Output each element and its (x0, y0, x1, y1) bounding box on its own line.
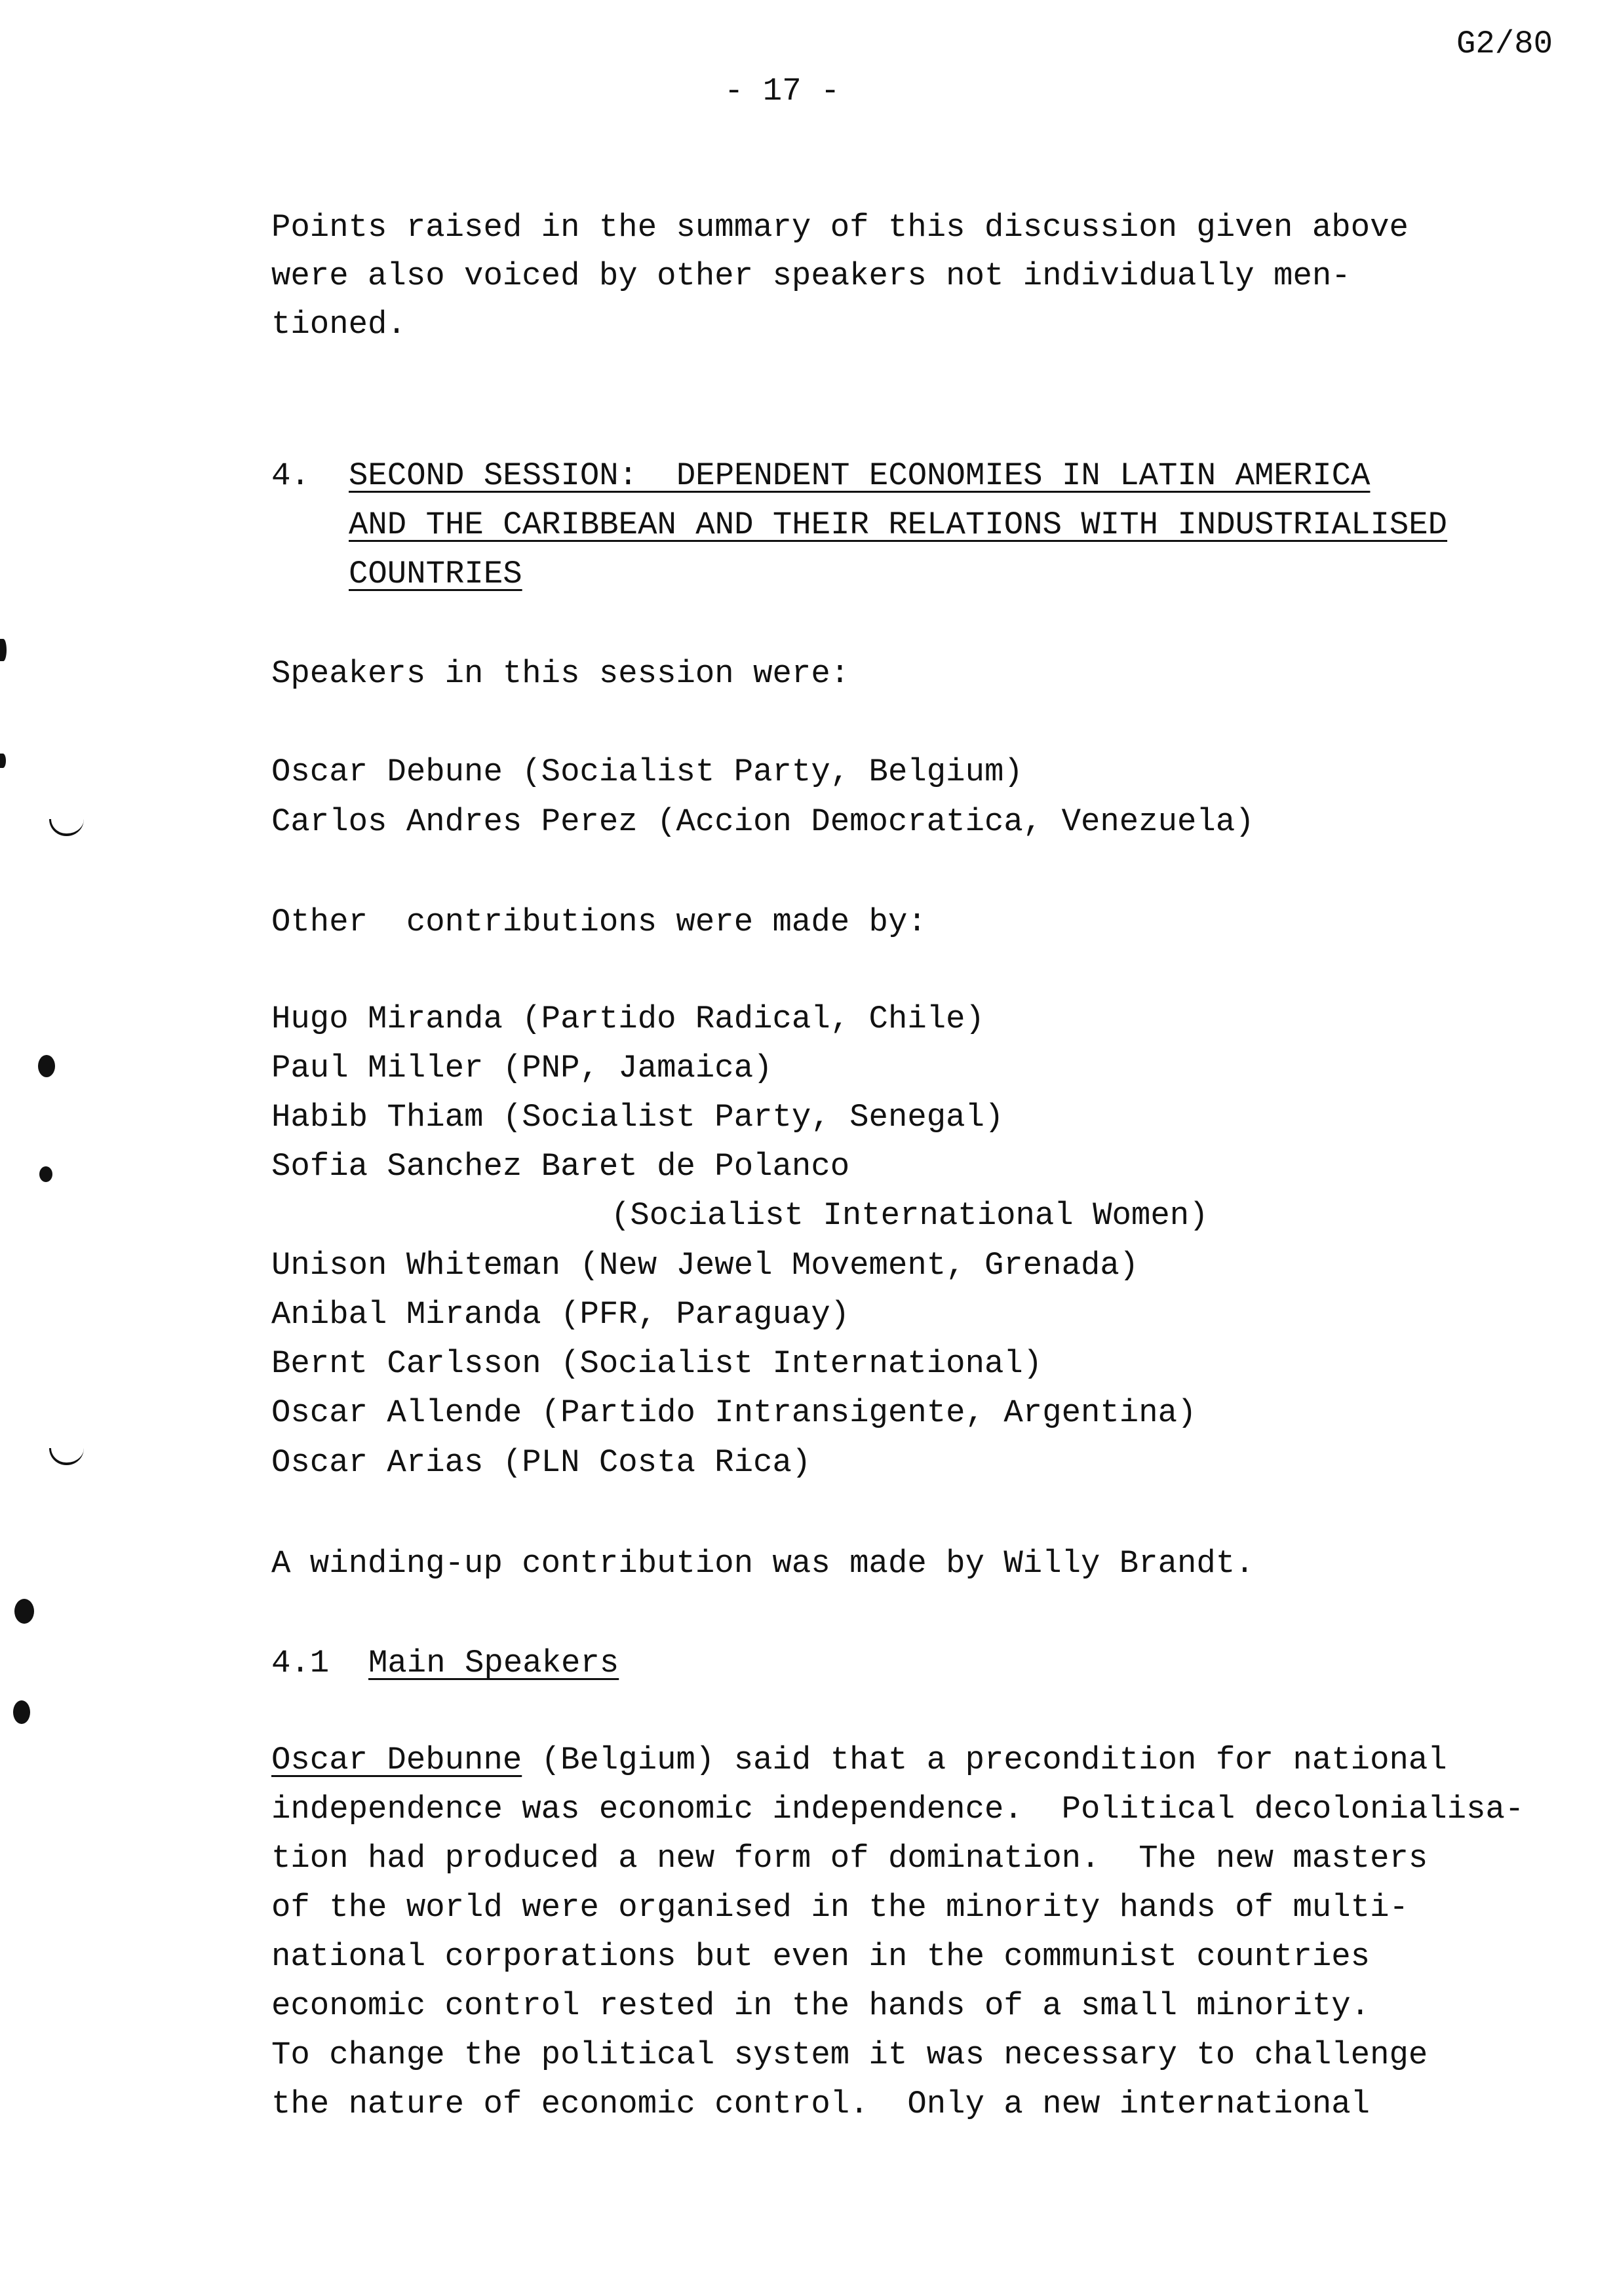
contributor-item: Anibal Miranda (PFR, Paraguay) (271, 1296, 850, 1333)
contributor-item: Unison Whiteman (New Jewel Movement, Grenada) (271, 1247, 1139, 1284)
scan-mark (49, 819, 84, 836)
body-text: (Belgium) said that a precondition for national (522, 1742, 1447, 1778)
contributor-item: Oscar Arias (PLN Costa Rica) (271, 1444, 811, 1481)
body-line: independence was economic independence. Political decolonialisa- (271, 1791, 1525, 1827)
contributor-item: Oscar Allende (Partido Intransigente, Argentina) (271, 1394, 1197, 1431)
punch-hole-mark (39, 1166, 52, 1182)
contributor-item: Habib Thiam (Socialist Party, Senegal) (271, 1099, 1004, 1136)
speaker-name: Oscar Debunne (271, 1742, 522, 1778)
speaker-item: Oscar Debune (Socialist Party, Belgium) (271, 754, 1023, 790)
section-title: SECOND SESSION: DEPENDENT ECONOMIES IN LATIN AMERICA (349, 457, 1371, 494)
page-number: - 17 - (724, 73, 840, 109)
subsection-title: Main Speakers (368, 1645, 619, 1681)
section-title: COUNTRIES (349, 556, 522, 592)
body-line: the nature of economic control. Only a new international (271, 2086, 1371, 2122)
punch-hole-mark (14, 1599, 34, 1624)
body-line: national corporations but even in the communist countries (271, 1938, 1371, 1975)
others-intro: Other contributions were made by: (271, 904, 927, 940)
intro-line: tioned. (271, 306, 406, 343)
intro-line: were also voiced by other speakers not individually men- (271, 258, 1351, 294)
contributor-item: (Socialist International Women) (611, 1197, 1209, 1234)
punch-hole-mark (38, 1055, 55, 1077)
scan-mark (49, 1448, 84, 1465)
speaker-item: Carlos Andres Perez (Accion Democratica, Venezuela) (271, 803, 1255, 840)
section-number: 4. (271, 457, 310, 494)
contributor-item: Hugo Miranda (Partido Radical, Chile) (271, 1001, 984, 1037)
winding-up-note: A winding-up contribution was made by Willy Brandt. (271, 1545, 1255, 1582)
subsection-number: 4.1 (271, 1645, 330, 1681)
body-line: tion had produced a new form of domination. The new masters (271, 1840, 1428, 1877)
body-line: of the world were organised in the minority hands of multi- (271, 1889, 1409, 1926)
document-reference: G2/80 (1456, 26, 1553, 62)
punch-hole-mark (13, 1700, 30, 1724)
scan-mark (0, 754, 6, 768)
intro-line: Points raised in the summary of this discussion given above (271, 209, 1409, 246)
body-line: economic control rested in the hands of a small minority. (271, 1987, 1371, 2024)
contributor-item: Paul Miller (PNP, Jamaica) (271, 1050, 773, 1086)
contributor-item: Bernt Carlsson (Socialist International) (271, 1345, 1043, 1382)
section-title: AND THE CARIBBEAN AND THEIR RELATIONS WITH INDUSTRIALISED (349, 507, 1448, 543)
scan-mark (0, 639, 7, 661)
contributor-item: Sofia Sanchez Baret de Polanco (271, 1148, 850, 1185)
body-line (271, 1736, 1447, 1785)
body-line: To change the political system it was necessary to challenge (271, 2037, 1428, 2073)
speakers-intro: Speakers in this session were: (271, 655, 850, 692)
